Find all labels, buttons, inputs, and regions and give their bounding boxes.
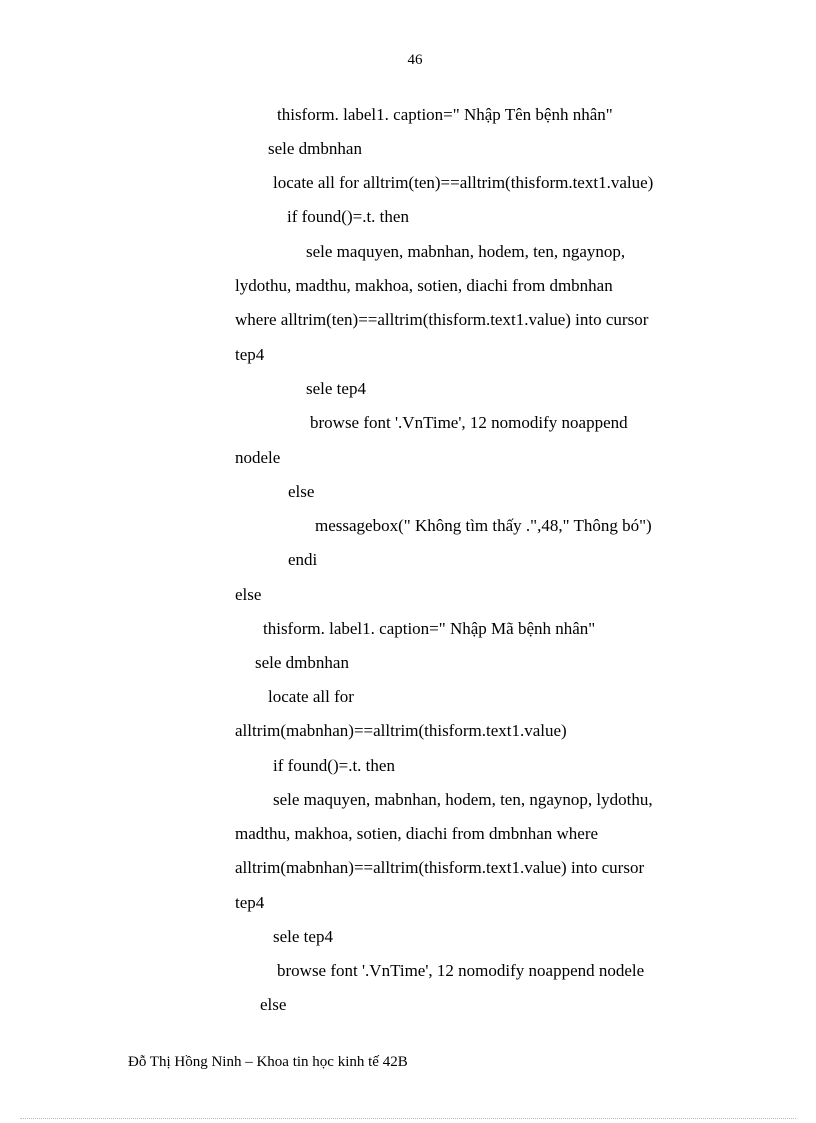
code-line: browse font '.VnTime', 12 nomodify noappend — [310, 413, 628, 432]
code-line: tep4 — [235, 893, 265, 912]
code-line: browse font '.VnTime', 12 nomodify noappend nodele — [277, 961, 645, 980]
code-line: sele maquyen, mabnhan, hodem, ten, ngaynop, lydothu, — [273, 790, 653, 809]
code-line: sele dmbnhan — [255, 653, 349, 672]
code-line: sele maquyen, mabnhan, hodem, ten, ngaynop, — [306, 242, 626, 261]
footer-author: Đỗ Thị Hồng Ninh – Khoa tin học kinh tế 42B — [128, 1054, 408, 1070]
code-line: alltrim(mabnhan)==alltrim(thisform.text1.value) into cursor — [235, 858, 645, 877]
code-line: if found()=.t. then — [287, 207, 409, 226]
code-line: else — [288, 482, 315, 501]
code-line: where alltrim(ten)==alltrim(thisform.text1.value) into cursor — [235, 310, 649, 329]
code-line: else — [260, 995, 287, 1014]
code-line: locate all for — [268, 687, 354, 706]
code-line: sele dmbnhan — [268, 139, 362, 158]
code-line: sele tep4 — [306, 379, 366, 398]
code-line: tep4 — [235, 345, 265, 364]
code-line: thisform. label1. caption=" Nhập Mã bệnh nhân" — [263, 619, 596, 638]
code-line: thisform. label1. caption=" Nhập Tên bệnh nhân" — [277, 105, 613, 124]
code-line: messagebox(" Không tìm thấy .",48," Thông bó") — [315, 516, 652, 535]
code-line: lydothu, madthu, makhoa, sotien, diachi from dmbnhan — [235, 276, 613, 295]
bottom-divider — [20, 1118, 796, 1119]
page-number: 46 — [407, 52, 423, 68]
code-line: nodele — [235, 448, 281, 467]
code-line: alltrim(mabnhan)==alltrim(thisform.text1.value) — [235, 721, 567, 740]
code-line: sele tep4 — [273, 927, 333, 946]
code-line: locate all for alltrim(ten)==alltrim(thisform.text1.value) — [273, 173, 654, 192]
code-line: else — [235, 585, 262, 604]
code-line: endi — [288, 550, 318, 569]
code-line: madthu, makhoa, sotien, diachi from dmbnhan where — [235, 824, 599, 843]
code-line: if found()=.t. then — [273, 756, 395, 775]
